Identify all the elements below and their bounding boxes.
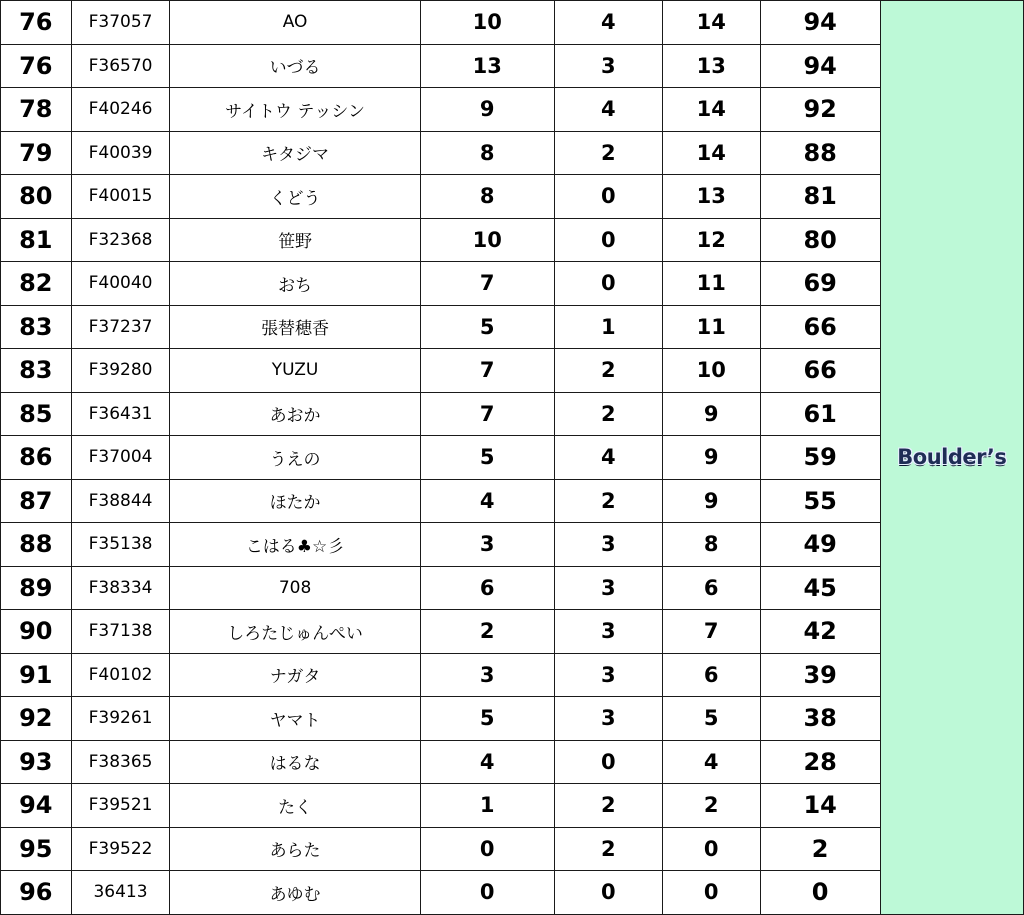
- score-col1-cell: 7: [420, 349, 554, 393]
- score-col3-cell: 6: [662, 566, 760, 610]
- member-id-cell: F36570: [71, 44, 170, 88]
- member-id-cell: F40015: [71, 175, 170, 219]
- score-col2-cell: 3: [554, 523, 662, 567]
- score-col1-cell: 4: [420, 740, 554, 784]
- player-name-cell: たく: [170, 784, 420, 828]
- score-col1-cell: 5: [420, 305, 554, 349]
- rank-cell: 87: [1, 479, 72, 523]
- player-name-cell: AO: [170, 1, 420, 45]
- score-col3-cell: 13: [662, 175, 760, 219]
- score-col2-cell: 3: [554, 610, 662, 654]
- member-id-cell: F40040: [71, 262, 170, 306]
- score-col2-cell: 2: [554, 784, 662, 828]
- total-points-cell: 39: [760, 653, 880, 697]
- rank-cell: 88: [1, 523, 72, 567]
- rank-cell: 83: [1, 305, 72, 349]
- score-col3-cell: 9: [662, 392, 760, 436]
- score-col3-cell: 13: [662, 44, 760, 88]
- score-col2-cell: 4: [554, 436, 662, 480]
- rank-cell: 89: [1, 566, 72, 610]
- table-row: [1, 697, 1024, 741]
- table-row: [1, 784, 1024, 828]
- total-points-cell: 94: [760, 44, 880, 88]
- table-row: [1, 44, 1024, 88]
- score-col3-cell: 8: [662, 523, 760, 567]
- score-col2-cell: 1: [554, 305, 662, 349]
- score-col3-cell: 11: [662, 262, 760, 306]
- player-name-cell: 張替穂香: [170, 305, 420, 349]
- score-col2-cell: 0: [554, 740, 662, 784]
- player-name-cell: 笹野: [170, 218, 420, 262]
- score-col1-cell: 0: [420, 871, 554, 915]
- total-points-cell: 45: [760, 566, 880, 610]
- score-col3-cell: 14: [662, 1, 760, 45]
- table-row: [1, 653, 1024, 697]
- member-id-cell: F40246: [71, 88, 170, 132]
- table-row: [1, 392, 1024, 436]
- score-col3-cell: 4: [662, 740, 760, 784]
- total-points-cell: 81: [760, 175, 880, 219]
- score-col1-cell: 5: [420, 697, 554, 741]
- score-col3-cell: 0: [662, 871, 760, 915]
- score-col2-cell: 0: [554, 262, 662, 306]
- table-row: [1, 218, 1024, 262]
- player-name-cell: こはる♣☆彡: [170, 523, 420, 567]
- score-col3-cell: 6: [662, 653, 760, 697]
- rank-cell: 86: [1, 436, 72, 480]
- rank-cell: 83: [1, 349, 72, 393]
- member-id-cell: F38334: [71, 566, 170, 610]
- rank-cell: 91: [1, 653, 72, 697]
- table-row: [1, 262, 1024, 306]
- score-col2-cell: 3: [554, 697, 662, 741]
- rank-cell: 94: [1, 784, 72, 828]
- score-col2-cell: 3: [554, 653, 662, 697]
- total-points-cell: 94: [760, 1, 880, 45]
- member-id-cell: F39261: [71, 697, 170, 741]
- table-row: [1, 566, 1024, 610]
- member-id-cell: 36413: [71, 871, 170, 915]
- member-id-cell: F38365: [71, 740, 170, 784]
- player-name-cell: はるな: [170, 740, 420, 784]
- member-id-cell: F39521: [71, 784, 170, 828]
- player-name-cell: あおか: [170, 392, 420, 436]
- total-points-cell: 0: [760, 871, 880, 915]
- rank-cell: 76: [1, 1, 72, 45]
- score-col1-cell: 3: [420, 523, 554, 567]
- score-col2-cell: 0: [554, 218, 662, 262]
- member-id-cell: F39522: [71, 827, 170, 871]
- score-col2-cell: 4: [554, 88, 662, 132]
- player-name-cell: くどう: [170, 175, 420, 219]
- table-row: [1, 740, 1024, 784]
- score-col3-cell: 9: [662, 479, 760, 523]
- score-col2-cell: 2: [554, 392, 662, 436]
- total-points-cell: 49: [760, 523, 880, 567]
- member-id-cell: F39280: [71, 349, 170, 393]
- total-points-cell: 66: [760, 305, 880, 349]
- score-col3-cell: 14: [662, 88, 760, 132]
- player-name-cell: あらた: [170, 827, 420, 871]
- score-col1-cell: 13: [420, 44, 554, 88]
- total-points-cell: 69: [760, 262, 880, 306]
- member-id-cell: F37057: [71, 1, 170, 45]
- score-col1-cell: 9: [420, 88, 554, 132]
- total-points-cell: 92: [760, 88, 880, 132]
- rank-cell: 92: [1, 697, 72, 741]
- member-id-cell: F40102: [71, 653, 170, 697]
- score-col1-cell: 8: [420, 175, 554, 219]
- member-id-cell: F37237: [71, 305, 170, 349]
- score-col1-cell: 5: [420, 436, 554, 480]
- score-col3-cell: 12: [662, 218, 760, 262]
- score-col1-cell: 1: [420, 784, 554, 828]
- score-col1-cell: 7: [420, 392, 554, 436]
- member-id-cell: F37004: [71, 436, 170, 480]
- total-points-cell: 88: [760, 131, 880, 175]
- player-name-cell: いづる: [170, 44, 420, 88]
- rank-cell: 76: [1, 44, 72, 88]
- table-row: [1, 1, 1024, 45]
- rank-cell: 80: [1, 175, 72, 219]
- rank-cell: 79: [1, 131, 72, 175]
- rank-cell: 82: [1, 262, 72, 306]
- rank-cell: 85: [1, 392, 72, 436]
- score-col3-cell: 9: [662, 436, 760, 480]
- table-row: [1, 436, 1024, 480]
- score-col2-cell: 2: [554, 827, 662, 871]
- total-points-cell: 61: [760, 392, 880, 436]
- table-row: [1, 871, 1024, 915]
- score-col2-cell: 2: [554, 479, 662, 523]
- member-id-cell: F40039: [71, 131, 170, 175]
- ranking-table-body: [1, 1, 1024, 915]
- rank-cell: 81: [1, 218, 72, 262]
- score-col1-cell: 8: [420, 131, 554, 175]
- score-col1-cell: 10: [420, 218, 554, 262]
- total-points-cell: 42: [760, 610, 880, 654]
- score-col2-cell: 0: [554, 871, 662, 915]
- member-id-cell: F38844: [71, 479, 170, 523]
- player-name-cell: サイトウ テッシン: [170, 88, 420, 132]
- score-col3-cell: 7: [662, 610, 760, 654]
- player-name-cell: ナガタ: [170, 653, 420, 697]
- total-points-cell: 80: [760, 218, 880, 262]
- total-points-cell: 66: [760, 349, 880, 393]
- score-col2-cell: 2: [554, 131, 662, 175]
- player-name-cell: YUZU: [170, 349, 420, 393]
- player-name-cell: キタジマ: [170, 131, 420, 175]
- table-row: [1, 305, 1024, 349]
- total-points-cell: 2: [760, 827, 880, 871]
- player-name-cell: ヤマト: [170, 697, 420, 741]
- member-id-cell: F35138: [71, 523, 170, 567]
- player-name-cell: 708: [170, 566, 420, 610]
- score-col3-cell: 5: [662, 697, 760, 741]
- total-points-cell: 14: [760, 784, 880, 828]
- player-name-cell: ほたか: [170, 479, 420, 523]
- score-col3-cell: 10: [662, 349, 760, 393]
- score-col3-cell: 14: [662, 131, 760, 175]
- total-points-cell: 55: [760, 479, 880, 523]
- table-row: [1, 175, 1024, 219]
- score-col3-cell: 2: [662, 784, 760, 828]
- player-name-cell: あゆむ: [170, 871, 420, 915]
- score-col1-cell: 10: [420, 1, 554, 45]
- gym-name-cell: [880, 1, 1023, 915]
- table-row: [1, 610, 1024, 654]
- player-name-cell: しろたじゅんぺい: [170, 610, 420, 654]
- player-name-cell: おち: [170, 262, 420, 306]
- total-points-cell: 28: [760, 740, 880, 784]
- score-col2-cell: 3: [554, 566, 662, 610]
- rank-cell: 93: [1, 740, 72, 784]
- score-col1-cell: 2: [420, 610, 554, 654]
- score-col3-cell: 0: [662, 827, 760, 871]
- member-id-cell: F36431: [71, 392, 170, 436]
- score-col1-cell: 3: [420, 653, 554, 697]
- total-points-cell: 59: [760, 436, 880, 480]
- score-col1-cell: 4: [420, 479, 554, 523]
- score-col2-cell: 2: [554, 349, 662, 393]
- table-row: [1, 88, 1024, 132]
- table-row: [1, 131, 1024, 175]
- rank-cell: 95: [1, 827, 72, 871]
- gym-name-label: Boulder’s: [897, 445, 1007, 470]
- rank-cell: 78: [1, 88, 72, 132]
- score-col1-cell: 7: [420, 262, 554, 306]
- score-col1-cell: 0: [420, 827, 554, 871]
- table-row: [1, 349, 1024, 393]
- score-col2-cell: 4: [554, 1, 662, 45]
- table-row: [1, 523, 1024, 567]
- rank-cell: 96: [1, 871, 72, 915]
- score-col2-cell: 3: [554, 44, 662, 88]
- score-col1-cell: 6: [420, 566, 554, 610]
- score-col3-cell: 11: [662, 305, 760, 349]
- table-row: [1, 827, 1024, 871]
- table-row: [1, 479, 1024, 523]
- member-id-cell: F32368: [71, 218, 170, 262]
- player-name-cell: うえの: [170, 436, 420, 480]
- member-id-cell: F37138: [71, 610, 170, 654]
- rank-cell: 90: [1, 610, 72, 654]
- total-points-cell: 38: [760, 697, 880, 741]
- score-col2-cell: 0: [554, 175, 662, 219]
